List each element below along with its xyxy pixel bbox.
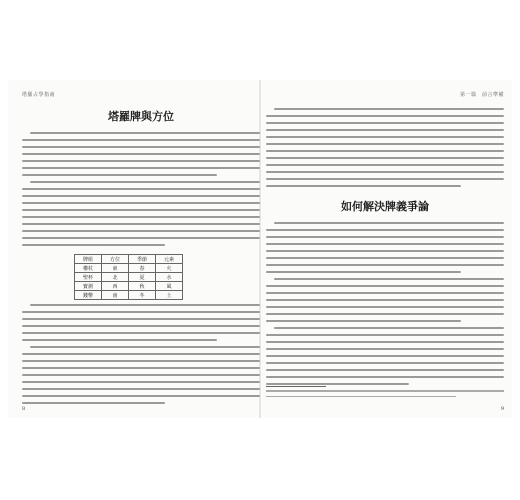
right-body-text-2 xyxy=(266,222,504,390)
table-cell: 火 xyxy=(156,264,183,273)
book-spread xyxy=(8,80,512,418)
table-cell: 聖杯 xyxy=(75,273,102,282)
left-page-number: 8 xyxy=(22,406,26,412)
table-cell: 西 xyxy=(102,282,129,291)
table-cell: 北 xyxy=(102,273,129,282)
table-cell: 冬 xyxy=(129,291,156,300)
table-row xyxy=(75,273,183,282)
right-running-head: 第一篇 前言準備 xyxy=(459,92,504,98)
right-body-text-1 xyxy=(266,108,504,192)
table-cell: 夏 xyxy=(129,273,156,282)
table-header-cell: 元素 xyxy=(156,255,183,264)
left-page-title: 塔羅牌與方位 xyxy=(108,110,174,123)
right-page-title: 如何解決牌義爭論 xyxy=(341,200,429,213)
table-cell: 錢幣 xyxy=(75,291,102,300)
table-cell: 土 xyxy=(156,291,183,300)
right-page-number: 9 xyxy=(500,406,504,412)
table-header-cell: 方位 xyxy=(102,255,129,264)
suit-direction-table xyxy=(74,254,183,300)
table-header-row xyxy=(75,255,183,264)
table-header-cell: 季節 xyxy=(129,255,156,264)
table-row xyxy=(75,282,183,291)
table-cell: 南 xyxy=(102,291,129,300)
left-body-text-2 xyxy=(22,304,260,409)
table-cell: 風 xyxy=(156,282,183,291)
left-page xyxy=(22,80,260,418)
table-header-cell: 牌組 xyxy=(75,255,102,264)
table-cell: 秋 xyxy=(129,282,156,291)
table-cell: 東 xyxy=(102,264,129,273)
table-cell: 春 xyxy=(129,264,156,273)
left-running-head: 塔羅占學指南 xyxy=(22,92,56,98)
footnote-rule xyxy=(266,386,326,387)
table-row xyxy=(75,291,183,300)
table-cell: 寶劍 xyxy=(75,282,102,291)
table-row xyxy=(75,264,183,273)
table-cell: 權杖 xyxy=(75,264,102,273)
left-body-text-1 xyxy=(22,132,260,251)
right-page xyxy=(266,80,504,418)
footnote xyxy=(266,390,504,401)
table-cell: 水 xyxy=(156,273,183,282)
